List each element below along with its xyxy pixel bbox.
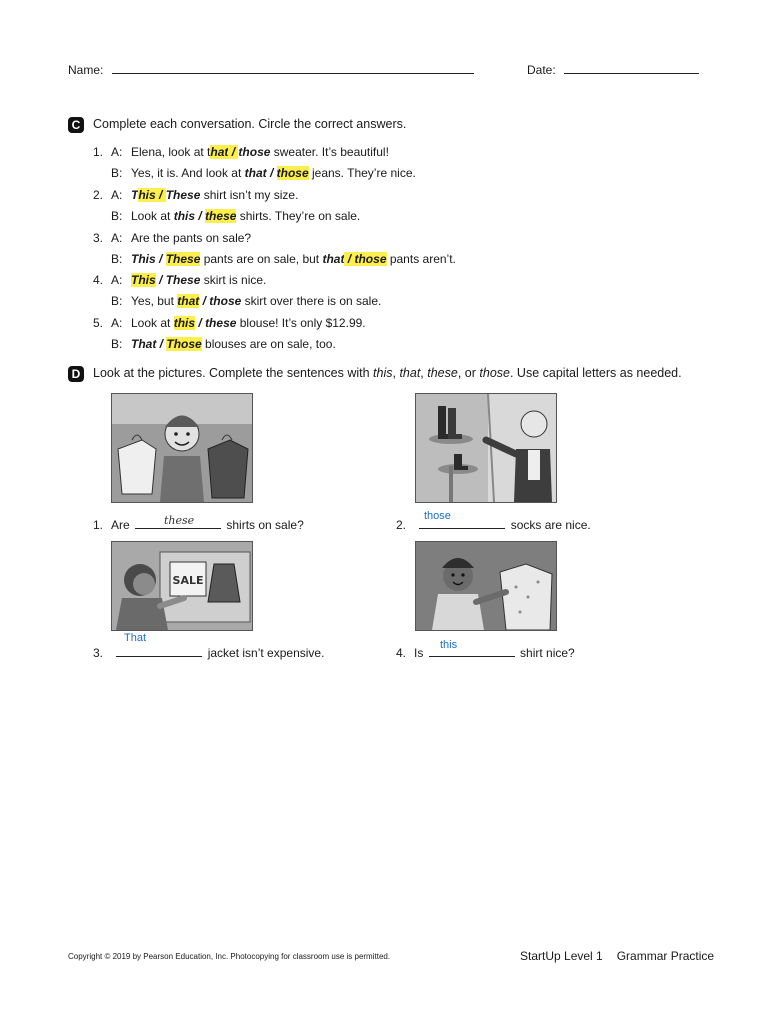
picture-girl-with-blouse: [415, 541, 557, 631]
choice-that[interactable]: that: [322, 252, 345, 266]
exercise-3: 3. jacket isn’t expensive.: [93, 643, 324, 660]
choice-that[interactable]: that: [177, 294, 200, 308]
choice-those[interactable]: Those: [166, 337, 202, 351]
sale-sign-text: SALE: [172, 574, 204, 587]
conversation-2-line-b: B: Look at this / these shirts. They’re on sale.: [111, 209, 361, 223]
choice-this[interactable]: this: [173, 209, 196, 223]
conversation-1-line-b: B: Yes, it is. And look at that / those jeans. They’re nice.: [111, 166, 416, 180]
section-d-instruction: Look at the pictures. Complete the sentences with this, that, these, or those. Use capital letters as needed.: [93, 366, 682, 380]
picture-man-with-shirts: [111, 393, 253, 503]
section-d-icon: D: [68, 366, 84, 382]
choice-that[interactable]: That: [131, 337, 157, 351]
choice-these[interactable]: these: [205, 209, 237, 223]
picture-boots-display: [415, 393, 557, 503]
exercise-4: 4. Is shirt nice?: [396, 643, 575, 660]
answer-2-typed: those: [424, 510, 451, 522]
name-label: Name:: [68, 63, 104, 77]
exercise-1: 1. Are shirts on sale?: [93, 515, 304, 532]
conversation-1-line-a: 1. A: Elena, look at that / those sweater. It’s beautiful!: [93, 145, 389, 159]
conversation-5-line-a: 5. A: Look at this / these blouse! It’s only $12.99.: [93, 316, 366, 330]
section-c-instruction: Complete each conversation. Circle the correct answers.: [93, 117, 407, 131]
choice-these[interactable]: these: [205, 316, 237, 330]
choice-those[interactable]: those: [354, 252, 387, 266]
conversation-4-line-a: 4. A: This / These skirt is nice.: [93, 273, 267, 287]
name-field[interactable]: [112, 73, 474, 74]
section-c-icon: C: [68, 117, 84, 133]
choice-those[interactable]: those: [276, 166, 309, 180]
answer-4-typed: this: [440, 639, 458, 651]
picture-sale-window: [111, 541, 253, 631]
choice-these[interactable]: These: [165, 188, 201, 202]
conversation-4-line-b: B: Yes, but that / those skirt over there is on sale.: [111, 294, 382, 308]
date-field[interactable]: [564, 73, 699, 74]
choice-these[interactable]: These: [165, 252, 201, 266]
exercise-2: 2. socks are nice.: [396, 515, 591, 532]
answer-1-handwritten: these: [164, 514, 195, 527]
answer-blank-4[interactable]: [429, 643, 515, 657]
choice-those[interactable]: those: [209, 294, 242, 308]
footer-course: StartUp Level 1 Grammar Practice: [520, 949, 715, 963]
choice-this[interactable]: This: [131, 273, 156, 287]
conversation-3-line-b: B: This / These pants are on sale, but that / those pants aren’t.: [111, 252, 456, 266]
date-label: Date:: [527, 63, 556, 77]
copyright-notice: Copyright © 2019 by Pearson Education, Inc. Photocopying for classroom use is permitted.: [68, 952, 391, 961]
answer-blank-3[interactable]: [116, 643, 202, 657]
choice-that[interactable]: that: [244, 166, 267, 180]
choice-these[interactable]: These: [165, 273, 201, 287]
choice-this[interactable]: his: [138, 188, 156, 202]
answer-3-typed: That: [124, 632, 147, 644]
conversation-5-line-b: B: That / Those blouses are on sale, too.: [111, 337, 336, 351]
conversation-2-line-a: 2. A: This / These shirt isn’t my size.: [93, 188, 299, 202]
choice-this[interactable]: This: [131, 252, 156, 266]
choice-those[interactable]: those: [238, 145, 271, 159]
conversation-3-line-a: 3. A: Are the pants on sale?: [93, 231, 252, 245]
choice-this[interactable]: this: [173, 316, 196, 330]
choice-that[interactable]: hat: [210, 145, 229, 159]
